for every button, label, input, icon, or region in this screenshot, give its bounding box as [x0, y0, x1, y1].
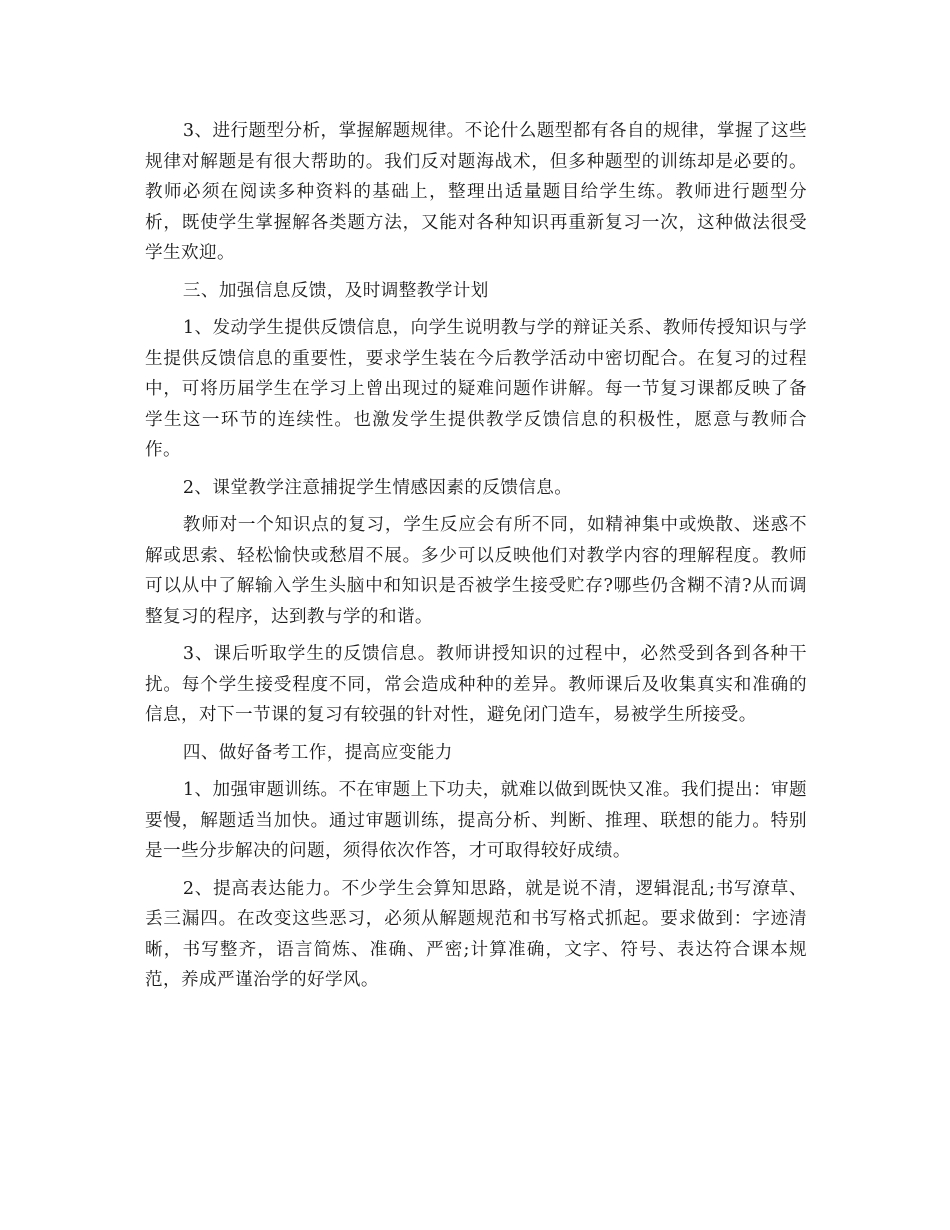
paragraph-expression-ability: 2、提高表达能力。不少学生会算知思路，就是说不清，逻辑混乱;书写潦草、丢三漏四。在改变这些恶习，必须从解题规范和书写格式抓起。要求做到：字迹清晰，书写整齐，语言简炼、准确、严密;计算准确，文字、符号、表达符合课本规范，养成严谨治学的好学风。: [145, 878, 807, 990]
paragraph-student-feedback: 1、发动学生提供反馈信息，向学生说明教与学的辩证关系、教师传授知识与学生提供反馈信息的重要性，要求学生装在今后教学活动中密切配合。在复习的过程中，可将历届学生在学习上曾出现过的疑难问题作讲解。每一节复习课都反映了备学生这一环节的连续性。也激发学生提供教学反馈信息的积极性，愿意与教师合作。: [145, 318, 807, 460]
paragraph-after-class-feedback: 3、课后听取学生的反馈信息。教师讲授知识的过程中，必然受到各到各种干扰。每个学生接受程度不同，常会造成种种的差异。教师课后及收集真实和准确的信息，对下一节课的复习有较强的针对性，避免闭门造车，易被学生所接受。: [145, 644, 807, 725]
paragraph-review-response: 教师对一个知识点的复习，学生反应会有所不同，如精神集中或焕散、迷惑不解或思索、轻松愉快或愁眉不展。多少可以反映他们对教学内容的理解程度。教师可以从中了解输入学生头脑中和知识是否被学生接受贮存?哪些仍含糊不清?从而调整复习的程序，达到教与学的和谐。: [145, 515, 807, 627]
section-heading-exam-prep: 四、做好备考工作，提高应变能力: [182, 742, 453, 763]
paragraph-question-reading: 1、加强审题训练。不在审题上下功夫，就难以做到既快又准。我们提出：审题要慢，解题适当加快。通过审题训练，提高分析、判断、推理、联想的能力。特别是一些分步解决的问题，须得依次作答，才可取得较好成绩。: [145, 780, 807, 861]
paragraph-classroom-emotion: 2、课堂教学注意捕捉学生情感因素的反馈信息。: [182, 477, 573, 498]
paragraph-question-type-analysis: 3、进行题型分析，掌握解题规律。不论什么题型都有各自的规律，掌握了这些规律对解题是有很大帮助的。我们反对题海战术，但多种题型的训练却是必要的。教师必须在阅读多种资料的基础上，整理出适量题目给学生练。教师进行题型分析，既使学生掌握解各类题方法，又能对各种知识再重新复习一次，这种做法很受学生欢迎。: [145, 121, 807, 263]
document-body: [145, 116, 807, 1003]
section-heading-feedback: 三、加强信息反馈，及时调整教学计划: [182, 280, 489, 301]
